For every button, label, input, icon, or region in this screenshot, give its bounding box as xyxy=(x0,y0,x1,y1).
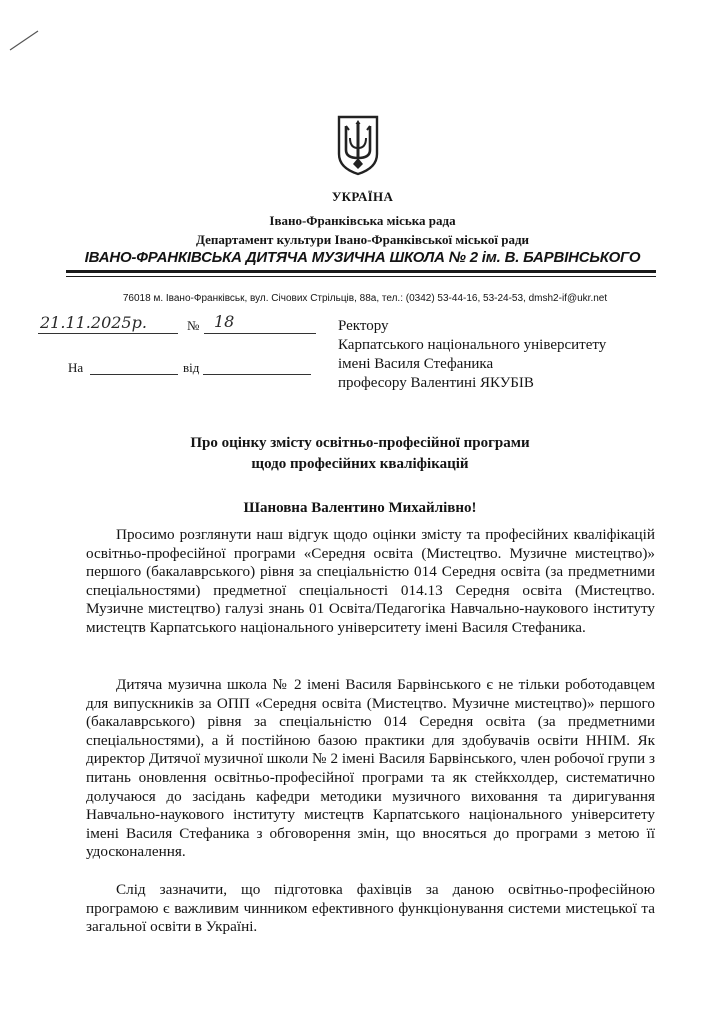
date-underline xyxy=(38,333,178,334)
pen-stroke-mark xyxy=(8,28,40,52)
letter-subject xyxy=(60,433,660,475)
reply-from-underline xyxy=(203,374,311,375)
recipient-line-2: Карпатського національного університету xyxy=(338,337,607,353)
registration-date: 21.11.2025р. xyxy=(40,313,147,332)
registration-number: 18 xyxy=(214,312,235,331)
body-paragraph-1: Просимо розглянути наш відгук щодо оцінки змісту та професійних кваліфікацій освітньо-професійної програми «Середня освіта (Мистецтво. Музичне мистецтво)» першого (бакалаврського) рівня за спеціальністю 014 Середня освіта (за предметними спеціальностями) предметної спеціальності 014.13 Середня освіта (Мистецтво. Музичне мистецтво) галузі знань 01 Освіта/Педагогіка Навчально-наукового інституту мистецтв Карпатського національного університету імені Василя Стефаника. xyxy=(86,526,655,636)
registration-number-label: № xyxy=(187,318,200,333)
recipient-line-1: Ректору xyxy=(338,318,389,334)
recipient-block xyxy=(338,317,606,393)
letterhead-rule-thick xyxy=(66,270,656,273)
letterhead-rule-thin xyxy=(66,276,656,277)
reply-to-label: На xyxy=(68,360,84,375)
letterhead-school-name: ІВАНО-ФРАНКІВСЬКА ДИТЯЧА МУЗИЧНА ШКОЛА № 2 ім. В. БАРВІНСЬКОГО xyxy=(84,249,641,266)
recipient-line-3: імені Василя Стефаника xyxy=(338,356,494,372)
letterhead-department: Департамент культури Івано-Франківської міської ради xyxy=(195,232,530,247)
letterhead-council: Івано-Франківська міська рада xyxy=(269,213,456,228)
trident-coat-of-arms-icon xyxy=(336,114,380,176)
number-underline xyxy=(204,333,316,334)
body-paragraph-3: Слід зазначити, що підготовка фахівців за даною освітньо-професійною програмою є важливим чинником ефективного функціонування системи мистецької та загальної освіти в Україні. xyxy=(86,881,655,936)
subject-line-1: Про оцінку змісту освітньо-професійної програми xyxy=(190,435,530,451)
reply-to-underline xyxy=(90,374,178,375)
recipient-line-4: професору Валентині ЯКУБІВ xyxy=(338,375,534,391)
body-paragraph-2: Дитяча музична школа № 2 імені Василя Барвінського є не тільки роботодавцем для випускників за ОПП «Середня освіта (Мистецтво. Музичне мистецтво)» першого (бакалаврського) рівня за спеціальністю 014 Середня освіта (за предметними спеціальностями), а й постійною базою практики для здобувачів освіти ННІМ. Як директор Дитячої музичної школи № 2 імені Василя Барвінського, член робочої групи з питань оновлення освітньо-професійної програми та як стейкхолдер, систематично долучаюся до засідань кафедри методики музичного виховання та диригування Навчально-наукового інституту мистецтв Карпатського національного університету імені Василя Стефаника з обговорення змін, що вносяться до програми з метою її удосконалення. xyxy=(86,676,655,861)
reply-from-label: від xyxy=(183,360,200,375)
letterhead-address: 76018 м. Івано-Франківськ, вул. Січових Стрільців, 88а, тел.: (0342) 53-44-16, 53-24-53, dmsh2-if@ukr.net xyxy=(122,293,608,304)
letterhead-country: УКРАЇНА xyxy=(331,189,394,204)
greeting: Шановна Валентино Михайлівно! xyxy=(243,500,477,516)
subject-line-2: щодо професійних кваліфікацій xyxy=(251,456,469,472)
